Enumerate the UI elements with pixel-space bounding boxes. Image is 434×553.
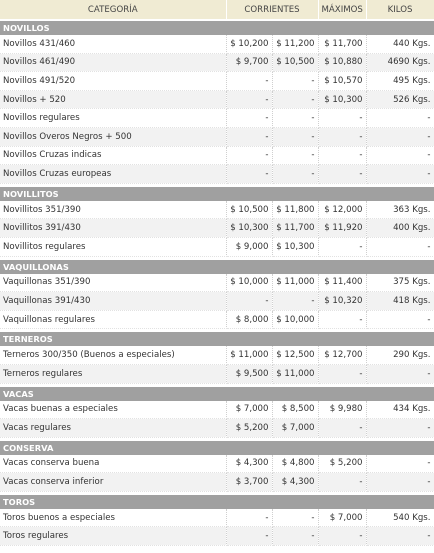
- kilos-cell: -: [366, 165, 434, 184]
- maximos-cell: $ 12,700: [318, 346, 366, 364]
- kilos-cell: -: [366, 310, 434, 329]
- table-row: [0, 201, 434, 219]
- category-cell: Novillos 431/460: [0, 35, 226, 53]
- section-title: CONSERVA: [0, 441, 434, 455]
- corrientes-min-cell: -: [226, 146, 272, 165]
- corrientes-min-cell: $ 5,200: [226, 419, 272, 438]
- category-cell: Terneros 300/350 (Buenos a especiales): [0, 346, 226, 364]
- corrientes-min-cell: $ 4,300: [226, 455, 272, 473]
- corrientes-max-cell: $ 11,000: [272, 274, 318, 292]
- category-cell: Vacas buenas a especiales: [0, 401, 226, 419]
- kilos-cell: 418 Kgs.: [366, 292, 434, 311]
- corrientes-max-cell: $ 4,800: [272, 455, 318, 473]
- corrientes-min-cell: $ 9,700: [226, 53, 272, 72]
- maximos-cell: $ 11,920: [318, 219, 366, 238]
- maximos-cell: -: [318, 237, 366, 256]
- corrientes-max-cell: -: [272, 109, 318, 128]
- corrientes-min-cell: $ 10,500: [226, 201, 272, 219]
- category-cell: Toros regulares: [0, 527, 226, 546]
- maximos-cell: $ 11,400: [318, 274, 366, 292]
- category-cell: Novillos 491/520: [0, 72, 226, 91]
- section-title: TERNEROS: [0, 332, 434, 346]
- table-row: [0, 219, 434, 238]
- section-header-row: [0, 20, 434, 35]
- maximos-cell: $ 9,980: [318, 401, 366, 419]
- corrientes-min-cell: $ 3,700: [226, 473, 272, 492]
- category-cell: Vacas conserva inferior: [0, 473, 226, 492]
- table-row: [0, 401, 434, 419]
- maximos-cell: $ 10,300: [318, 90, 366, 109]
- maximos-cell: -: [318, 109, 366, 128]
- corrientes-max-cell: -: [272, 292, 318, 311]
- header-kilos: KILOS: [366, 0, 434, 20]
- category-cell: Novillitos 351/390: [0, 201, 226, 219]
- maximos-cell: -: [318, 364, 366, 383]
- section-header-row: [0, 441, 434, 455]
- kilos-cell: -: [366, 109, 434, 128]
- maximos-cell: -: [318, 310, 366, 329]
- table-row: [0, 72, 434, 91]
- corrientes-max-cell: $ 12,500: [272, 346, 318, 364]
- corrientes-max-cell: $ 4,300: [272, 473, 318, 492]
- category-cell: Novillos Cruzas europeas: [0, 165, 226, 184]
- category-cell: Novillos 461/490: [0, 53, 226, 72]
- maximos-cell: $ 7,000: [318, 509, 366, 527]
- corrientes-min-cell: $ 8,000: [226, 310, 272, 329]
- kilos-cell: 440 Kgs.: [366, 35, 434, 53]
- category-cell: Terneros regulares: [0, 364, 226, 383]
- kilos-cell: 375 Kgs.: [366, 274, 434, 292]
- corrientes-max-cell: -: [272, 509, 318, 527]
- maximos-cell: $ 12,000: [318, 201, 366, 219]
- table-row: [0, 35, 434, 53]
- maximos-cell: $ 11,700: [318, 35, 366, 53]
- kilos-cell: 290 Kgs.: [366, 346, 434, 364]
- kilos-cell: -: [366, 455, 434, 473]
- table-row: [0, 310, 434, 329]
- kilos-cell: 4690 Kgs.: [366, 53, 434, 72]
- section-title: VAQUILLONAS: [0, 260, 434, 274]
- category-cell: Vaquillonas 351/390: [0, 274, 226, 292]
- kilos-cell: -: [366, 364, 434, 383]
- corrientes-max-cell: $ 8,500: [272, 401, 318, 419]
- kilos-cell: -: [366, 146, 434, 165]
- corrientes-max-cell: $ 11,000: [272, 364, 318, 383]
- kilos-cell: -: [366, 527, 434, 546]
- table-row: [0, 90, 434, 109]
- table-row: [0, 237, 434, 256]
- table-row: [0, 146, 434, 165]
- corrientes-max-cell: $ 11,200: [272, 35, 318, 53]
- corrientes-min-cell: -: [226, 72, 272, 91]
- maximos-cell: $ 5,200: [318, 455, 366, 473]
- category-cell: Toros buenos a especiales: [0, 509, 226, 527]
- table-row: [0, 455, 434, 473]
- table-row: [0, 165, 434, 184]
- section-title: TOROS: [0, 495, 434, 509]
- category-cell: Novillitos regulares: [0, 237, 226, 256]
- table-row: [0, 346, 434, 364]
- corrientes-max-cell: -: [272, 90, 318, 109]
- maximos-cell: -: [318, 419, 366, 438]
- kilos-cell: 434 Kgs.: [366, 401, 434, 419]
- maximos-cell: $ 10,880: [318, 53, 366, 72]
- section-title: NOVILLITOS: [0, 187, 434, 201]
- corrientes-min-cell: -: [226, 527, 272, 546]
- section-title: VACAS: [0, 387, 434, 401]
- header-categoria: CATEGORÍA: [0, 0, 226, 20]
- kilos-cell: 400 Kgs.: [366, 219, 434, 238]
- maximos-cell: $ 10,570: [318, 72, 366, 91]
- corrientes-max-cell: $ 11,800: [272, 201, 318, 219]
- kilos-cell: 540 Kgs.: [366, 509, 434, 527]
- table-row: [0, 364, 434, 383]
- table-row: [0, 274, 434, 292]
- corrientes-min-cell: -: [226, 109, 272, 128]
- corrientes-min-cell: $ 9,500: [226, 364, 272, 383]
- section-header-row: [0, 187, 434, 201]
- category-cell: Vaquillonas 391/430: [0, 292, 226, 311]
- category-cell: Novillos + 520: [0, 90, 226, 109]
- table-row: [0, 127, 434, 146]
- corrientes-max-cell: -: [272, 72, 318, 91]
- section-header-row: [0, 260, 434, 274]
- corrientes-min-cell: -: [226, 165, 272, 184]
- maximos-cell: -: [318, 473, 366, 492]
- table-row: [0, 473, 434, 492]
- corrientes-min-cell: $ 10,200: [226, 35, 272, 53]
- corrientes-max-cell: -: [272, 127, 318, 146]
- corrientes-max-cell: -: [272, 146, 318, 165]
- corrientes-min-cell: -: [226, 90, 272, 109]
- section-header-row: [0, 495, 434, 509]
- corrientes-min-cell: $ 10,000: [226, 274, 272, 292]
- kilos-cell: -: [366, 237, 434, 256]
- table-row: [0, 109, 434, 128]
- table-row: [0, 509, 434, 527]
- corrientes-max-cell: -: [272, 527, 318, 546]
- corrientes-min-cell: -: [226, 509, 272, 527]
- category-cell: Novillos Overos Negros + 500: [0, 127, 226, 146]
- maximos-cell: -: [318, 146, 366, 165]
- category-cell: Novillos regulares: [0, 109, 226, 128]
- table-row: [0, 53, 434, 72]
- kilos-cell: 495 Kgs.: [366, 72, 434, 91]
- kilos-cell: -: [366, 127, 434, 146]
- maximos-cell: -: [318, 527, 366, 546]
- corrientes-min-cell: -: [226, 292, 272, 311]
- category-cell: Novillos Cruzas indicas: [0, 146, 226, 165]
- maximos-cell: $ 10,320: [318, 292, 366, 311]
- corrientes-min-cell: $ 10,300: [226, 219, 272, 238]
- section-header-row: [0, 332, 434, 346]
- kilos-cell: 526 Kgs.: [366, 90, 434, 109]
- header-corrientes: CORRIENTES: [226, 0, 318, 20]
- category-cell: Vacas conserva buena: [0, 455, 226, 473]
- table-row: [0, 419, 434, 438]
- corrientes-max-cell: $ 11,700: [272, 219, 318, 238]
- corrientes-min-cell: $ 11,000: [226, 346, 272, 364]
- corrientes-min-cell: $ 9,000: [226, 237, 272, 256]
- category-cell: Vacas regulares: [0, 419, 226, 438]
- table-row: [0, 292, 434, 311]
- kilos-cell: -: [366, 473, 434, 492]
- category-cell: Vaquillonas regulares: [0, 310, 226, 329]
- kilos-cell: -: [366, 419, 434, 438]
- header-maximos: MÁXIMOS: [318, 0, 366, 20]
- corrientes-max-cell: $ 10,300: [272, 237, 318, 256]
- corrientes-max-cell: $ 7,000: [272, 419, 318, 438]
- corrientes-max-cell: $ 10,500: [272, 53, 318, 72]
- maximos-cell: -: [318, 165, 366, 184]
- section-header-row: [0, 387, 434, 401]
- corrientes-min-cell: $ 7,000: [226, 401, 272, 419]
- header-row: [0, 0, 434, 20]
- kilos-cell: 363 Kgs.: [366, 201, 434, 219]
- table-row: [0, 527, 434, 546]
- corrientes-max-cell: $ 10,000: [272, 310, 318, 329]
- section-title: NOVILLOS: [0, 20, 434, 35]
- corrientes-min-cell: -: [226, 127, 272, 146]
- maximos-cell: -: [318, 127, 366, 146]
- corrientes-max-cell: -: [272, 165, 318, 184]
- category-cell: Novillitos 391/430: [0, 219, 226, 238]
